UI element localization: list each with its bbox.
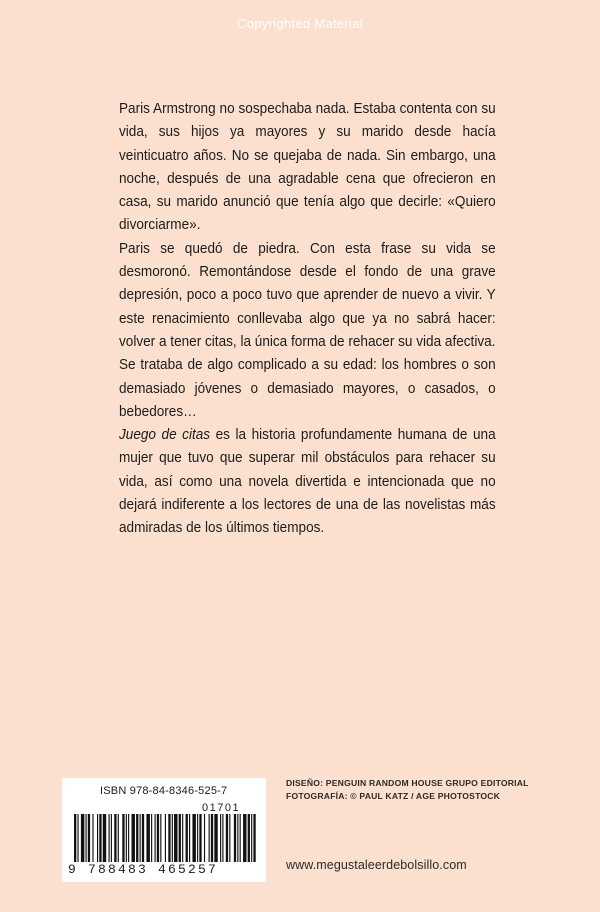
blurb-paragraph-4-rest: es la historia profundamente humana de una mujer que tuvo que superar mil obstáculos para rehacer su vida, así como una novela divertida e intencionada que no dejará indiferente a los lectores de una de las novelistas más admiradas de los últimos tiempos. (119, 427, 496, 537)
credits (286, 777, 529, 803)
barcode-graphic (74, 814, 256, 862)
blurb-paragraph-2: Paris se quedó de piedra. Con esta frase su vida se desmoronó. Remontándose desde el fondo de una grave depresión, poco a poco tuvo que aprender de nuevo a vivir. Y este renacimiento conllevaba algo que ya no sabrá hacer: volver a tener citas, la única forma de rehacer su vida afectiva. (119, 240, 496, 350)
photo-credit: FOTOGRAFÍA: © PAUL KATZ / AGE PHOTOSTOCK (286, 791, 501, 801)
blurb-paragraph-3: Se trataba de algo complicado a su edad: los hombres o son demasiado jóvenes o demasiado mayores, o casados, o bebedores… (119, 357, 496, 420)
design-credit: DISEÑO: PENGUIN RANDOM HOUSE GRUPO EDITORIAL (286, 778, 529, 788)
barcode-panel (62, 778, 266, 882)
blurb-paragraph-1: Paris Armstrong no sospechaba nada. Estaba contenta con su vida, sus hijos ya mayores y su marido desde hacía veinticuatro años. No se quejaba de nada. Sin embargo, una noche, después de una agradable cena que ofrecieron en casa, su marido anunció que tenía algo que decirle: «Quiero divorciarme». (119, 101, 496, 234)
book-title-italic: Juego de citas (119, 427, 211, 444)
publisher-url[interactable]: www.megustaleerdebolsillo.com (286, 858, 467, 872)
copyright-watermark: Copyrighted Material (237, 16, 363, 31)
price-code: 01701 (202, 802, 241, 814)
blurb-paragraph-4 (119, 424, 496, 540)
ean-number: 9 788483 465257 (68, 862, 219, 877)
isbn-label: ISBN 978-84-8346-525-7 (100, 785, 228, 797)
back-cover-blurb (119, 98, 496, 541)
